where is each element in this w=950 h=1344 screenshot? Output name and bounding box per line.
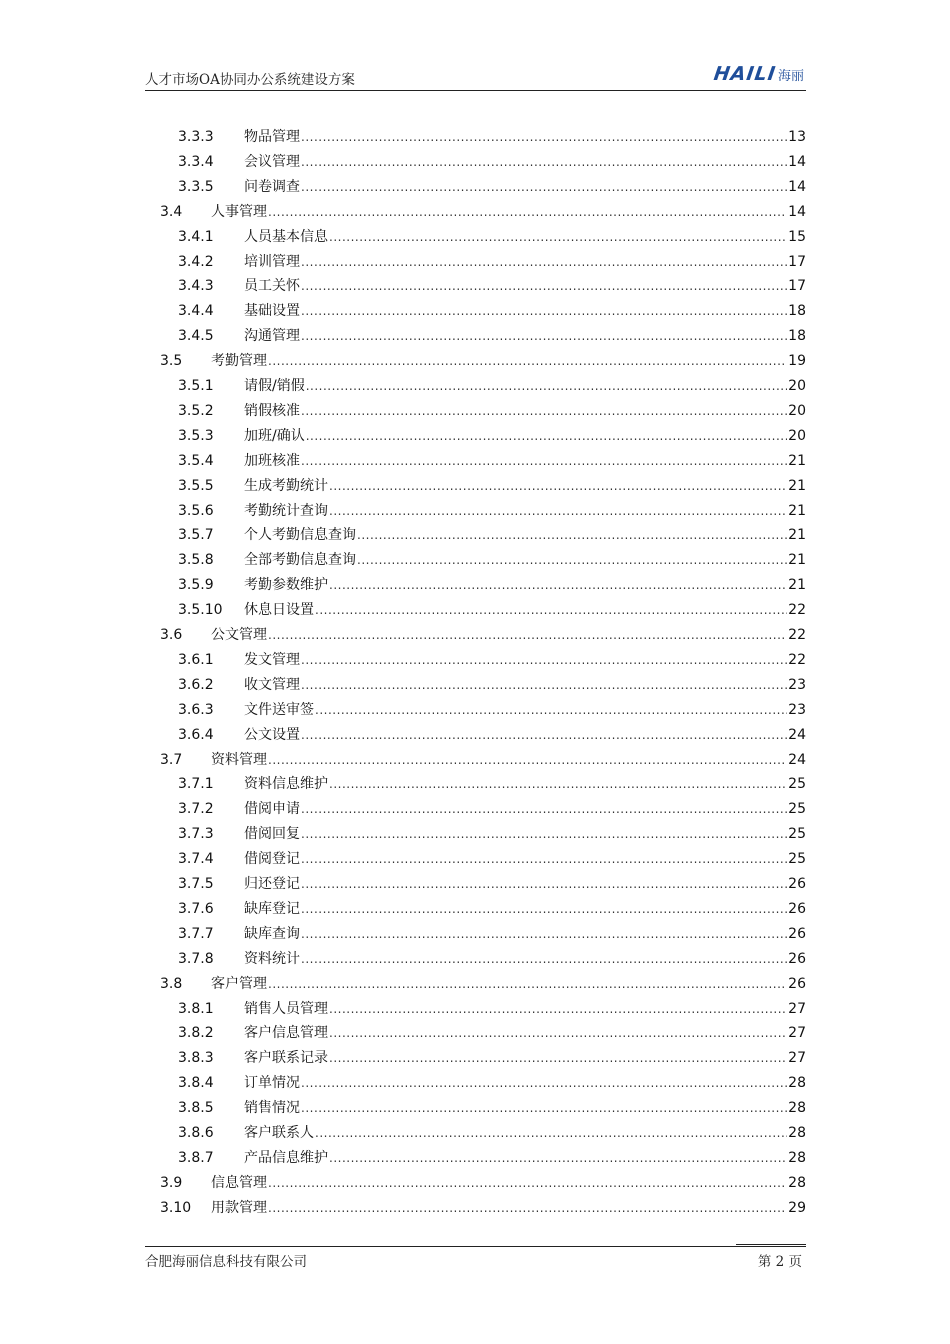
toc-entry-title: 生成考勤统计 (244, 477, 328, 494)
toc-entry[interactable] (178, 1047, 806, 1069)
toc-entry-number: 3.5 (160, 353, 183, 370)
toc-entry-title: 销假核准 (244, 402, 300, 419)
toc-dot-leader (301, 724, 787, 746)
toc-entry-page: 26 (788, 950, 806, 967)
toc-entry-title: 客户管理 (211, 975, 267, 992)
toc-dot-leader (301, 948, 787, 970)
toc-entry-page: 18 (788, 303, 806, 320)
toc-entry[interactable] (178, 475, 806, 497)
toc-entry-number: 3.7 (160, 751, 183, 768)
toc-entry-title: 考勤参数维护 (244, 577, 328, 594)
toc-entry-page: 14 (788, 153, 806, 170)
toc-entry-page: 21 (788, 477, 806, 494)
logo-wordmark: HAILI (712, 63, 778, 85)
toc-entry-number: 3.4.2 (178, 253, 214, 270)
toc-entry-number: 3.6.2 (178, 676, 214, 693)
toc-entry-page: 22 (788, 627, 806, 643)
toc-entry[interactable] (178, 375, 806, 397)
toc-dot-leader (268, 624, 787, 646)
toc-dot-leader (301, 126, 787, 148)
toc-entry[interactable] (178, 226, 806, 248)
toc-entry[interactable] (178, 599, 806, 621)
toc-entry[interactable] (178, 699, 806, 721)
toc-dot-leader (329, 475, 787, 497)
toc-entry[interactable] (160, 973, 806, 995)
toc-dot-leader (357, 524, 787, 546)
toc-entry[interactable] (178, 998, 806, 1020)
toc-entry-title: 借阅登记 (244, 851, 300, 868)
toc-entry-title: 问卷调查 (244, 178, 300, 195)
toc-dot-leader (306, 375, 787, 397)
toc-entry-page: 24 (788, 726, 806, 743)
toc-dot-leader (301, 251, 787, 273)
toc-entry-page: 27 (788, 1025, 806, 1042)
footer-company: 合肥海丽信息科技有限公司 (145, 1254, 307, 1270)
toc-dot-leader (329, 574, 787, 596)
toc-entry-number: 3.4.3 (178, 278, 214, 295)
toc-entry-title: 客户联系记录 (244, 1050, 328, 1067)
toc-entry-number: 3.3.5 (178, 178, 214, 195)
toc-entry-page: 24 (788, 751, 806, 768)
toc-entry-page: 14 (788, 178, 806, 195)
toc-entry-page: 20 (788, 402, 806, 419)
toc-entry[interactable] (178, 549, 806, 571)
page-footer (145, 1246, 806, 1271)
toc-entry-title: 借阅申请 (244, 801, 300, 818)
toc-entry-number: 3.5.8 (178, 552, 214, 569)
toc-entry-title: 资料管理 (211, 751, 267, 768)
toc-entry-title: 培训管理 (244, 253, 300, 270)
toc-entry-number: 3.5.3 (178, 427, 214, 444)
toc-entry-page: 26 (788, 900, 806, 917)
toc-entry[interactable] (178, 1022, 806, 1044)
toc-entry-page: 28 (788, 1125, 806, 1141)
toc-dot-leader (268, 1197, 787, 1219)
toc-dot-leader (301, 300, 787, 322)
toc-entry-number: 3.8.4 (178, 1075, 214, 1092)
toc-entry-page: 21 (788, 502, 806, 519)
toc-entry[interactable] (178, 1072, 806, 1094)
toc-entry-title: 销售人员管理 (244, 1000, 328, 1017)
toc-dot-leader (301, 275, 787, 297)
toc-dot-leader (301, 674, 787, 696)
toc-entry-number: 3.5.6 (178, 502, 214, 519)
toc-entry-page: 21 (788, 527, 806, 544)
page-header (145, 62, 806, 91)
toc-entry[interactable] (160, 749, 806, 771)
toc-entry[interactable] (178, 425, 806, 447)
toc-dot-leader (268, 973, 787, 995)
toc-entry-title: 会议管理 (244, 153, 300, 170)
toc-dot-leader (301, 823, 787, 845)
toc-entry-number: 3.8.1 (178, 1000, 214, 1017)
toc-entry-number: 3.7.1 (178, 776, 214, 793)
toc-entry-title: 发文管理 (244, 651, 300, 668)
toc-entry-title: 个人考勤信息查询 (244, 527, 356, 544)
toc-entry[interactable] (160, 1172, 806, 1194)
toc-entry[interactable] (178, 1097, 806, 1119)
toc-entry[interactable] (160, 350, 806, 372)
toc-dot-leader (301, 1072, 787, 1094)
toc-entry-number: 3.5.9 (178, 577, 214, 594)
toc-entry[interactable] (178, 126, 806, 148)
toc-entry-page: 21 (788, 577, 806, 594)
toc-entry-title: 全部考勤信息查询 (244, 552, 356, 569)
toc-entry-number: 3.9 (160, 1174, 183, 1191)
toc-entry-number: 3.7.7 (178, 925, 214, 942)
toc-entry-number: 3.5.5 (178, 477, 214, 494)
toc-entry-title: 考勤管理 (211, 353, 267, 370)
toc-entry-number: 3.7.5 (178, 876, 214, 892)
toc-entry-page: 14 (788, 203, 806, 220)
toc-entry[interactable] (178, 649, 806, 671)
toc-entry-number: 3.8.5 (178, 1100, 214, 1117)
toc-dot-leader (329, 1047, 787, 1069)
toc-entry-page: 13 (788, 129, 806, 145)
toc-dot-leader (301, 325, 787, 347)
toc-entry[interactable] (178, 923, 806, 945)
toc-dot-leader (301, 873, 787, 895)
toc-entry-title: 客户信息管理 (244, 1025, 328, 1042)
toc-entry-title: 用款管理 (211, 1199, 267, 1216)
toc-entry-title: 资料信息维护 (244, 776, 328, 793)
toc-dot-leader (329, 1022, 787, 1044)
toc-entry-title: 销售情况 (244, 1100, 300, 1117)
toc-entry-page: 25 (788, 776, 806, 793)
toc-dot-leader (357, 549, 787, 571)
toc-entry-title: 考勤统计查询 (244, 502, 328, 519)
toc-entry-page: 25 (788, 826, 806, 843)
toc-entry-title: 缺库查询 (244, 925, 300, 942)
toc-entry-number: 3.3.3 (178, 129, 214, 145)
toc-dot-leader (306, 425, 787, 447)
toc-entry[interactable] (178, 1122, 806, 1144)
toc-entry-page: 17 (788, 278, 806, 295)
toc-entry[interactable] (178, 798, 806, 820)
toc-entry-title: 资料统计 (244, 950, 300, 967)
toc-entry-number: 3.6.3 (178, 701, 214, 718)
toc-entry-title: 物品管理 (244, 129, 300, 145)
toc-entry[interactable] (178, 773, 806, 795)
toc-entry-title: 收文管理 (244, 676, 300, 693)
toc-entry-title: 公文设置 (244, 726, 300, 743)
document-title: 人才市场OA协同办公系统建设方案 (145, 72, 355, 88)
toc-entry-page: 28 (788, 1075, 806, 1092)
toc-entry-title: 请假/销假 (244, 378, 305, 394)
toc-entry[interactable] (178, 300, 806, 322)
toc-entry[interactable] (178, 674, 806, 696)
toc-entry[interactable] (160, 201, 806, 223)
toc-entry-page: 22 (788, 651, 806, 668)
toc-entry[interactable] (178, 873, 806, 895)
toc-entry-title: 基础设置 (244, 303, 300, 320)
toc-entry-page: 28 (788, 1174, 806, 1191)
toc-entry-title: 加班核准 (244, 452, 300, 469)
toc-entry-number: 3.8.3 (178, 1050, 214, 1067)
toc-dot-leader (315, 1122, 787, 1144)
toc-entry[interactable] (178, 574, 806, 596)
toc-entry-title: 人员基本信息 (244, 228, 328, 245)
toc-entry-title: 休息日设置 (244, 602, 314, 619)
toc-entry-page: 25 (788, 851, 806, 868)
toc-entry-page: 22 (788, 602, 806, 619)
toc-entry[interactable] (178, 151, 806, 173)
toc-entry[interactable] (178, 325, 806, 347)
toc-dot-leader (301, 798, 787, 820)
toc-entry[interactable] (178, 823, 806, 845)
toc-entry-number: 3.7.3 (178, 826, 214, 843)
toc-entry[interactable] (178, 275, 806, 297)
toc-entry-number: 3.5.1 (178, 378, 214, 394)
toc-dot-leader (329, 998, 787, 1020)
toc-dot-leader (268, 1172, 787, 1194)
toc-entry[interactable] (178, 524, 806, 546)
toc-entry-page: 28 (788, 1149, 806, 1166)
toc-dot-leader (268, 350, 787, 372)
toc-entry-title: 借阅回复 (244, 826, 300, 843)
toc-entry-page: 27 (788, 1000, 806, 1017)
toc-entry-number: 3.3.4 (178, 153, 214, 170)
toc-entry-page: 17 (788, 253, 806, 270)
toc-entry-number: 3.4.4 (178, 303, 214, 320)
toc-entry-page: 27 (788, 1050, 806, 1067)
toc-entry-page: 15 (788, 228, 806, 245)
toc-entry[interactable] (160, 1197, 806, 1219)
toc-dot-leader (301, 176, 787, 198)
toc-entry-page: 29 (788, 1199, 806, 1216)
toc-entry-number: 3.8.6 (178, 1125, 214, 1141)
toc-dot-leader (301, 848, 787, 870)
toc-entry-title: 人事管理 (211, 203, 267, 220)
toc-entry-number: 3.8.2 (178, 1025, 214, 1042)
toc-dot-leader (329, 773, 787, 795)
toc-entry-number: 3.7.8 (178, 950, 214, 967)
toc-entry-title: 客户联系人 (244, 1125, 314, 1141)
toc-entry-number: 3.6.1 (178, 651, 214, 668)
toc-entry-number: 3.4.1 (178, 228, 214, 245)
toc-entry-page: 20 (788, 427, 806, 444)
toc-entry-page: 28 (788, 1100, 806, 1117)
toc-entry-title: 归还登记 (244, 876, 300, 892)
toc-entry-page: 26 (788, 876, 806, 892)
toc-entry-number: 3.6.4 (178, 726, 214, 743)
toc-entry-number: 3.7.2 (178, 801, 214, 818)
toc-entry-page: 21 (788, 452, 806, 469)
toc-dot-leader (268, 201, 787, 223)
toc-dot-leader (301, 898, 787, 920)
toc-entry-number: 3.5.7 (178, 527, 214, 544)
toc-entry-title: 订单情况 (244, 1075, 300, 1092)
toc-dot-leader (301, 649, 787, 671)
toc-entry-number: 3.8.7 (178, 1149, 214, 1166)
toc-entry-number: 3.5.10 (178, 602, 223, 619)
toc-dot-leader (301, 151, 787, 173)
toc-dot-leader (315, 599, 787, 621)
toc-dot-leader (301, 923, 787, 945)
toc-entry-page: 23 (788, 676, 806, 693)
toc-entry[interactable] (178, 500, 806, 522)
toc-entry-page: 25 (788, 801, 806, 818)
toc-entry[interactable] (178, 176, 806, 198)
toc-dot-leader (301, 400, 787, 422)
toc-entry-title: 信息管理 (211, 1174, 267, 1191)
footer-rule (736, 1244, 806, 1245)
toc-entry[interactable] (160, 624, 806, 646)
toc-entry[interactable] (178, 251, 806, 273)
toc-dot-leader (329, 500, 787, 522)
toc-entry-number: 3.8 (160, 975, 183, 992)
toc-entry-page: 21 (788, 552, 806, 569)
toc-entry-number: 3.10 (160, 1199, 192, 1216)
toc-entry[interactable] (178, 450, 806, 472)
toc-entry-page: 26 (788, 975, 806, 992)
toc-entry-title: 文件送审签 (244, 701, 314, 718)
toc-entry-page: 23 (788, 701, 806, 718)
toc-dot-leader (301, 450, 787, 472)
toc-entry-title: 产品信息维护 (244, 1149, 328, 1166)
toc-entry-number: 3.5.2 (178, 402, 214, 419)
toc-entry-page: 26 (788, 925, 806, 942)
toc-entry[interactable] (178, 724, 806, 746)
toc-entry-title: 缺库登记 (244, 900, 300, 917)
toc-entry-page: 19 (788, 353, 806, 370)
toc-entry-number: 3.4 (160, 203, 183, 220)
toc-entry-number: 3.4.5 (178, 328, 214, 345)
toc-entry[interactable] (178, 400, 806, 422)
toc-dot-leader (301, 1097, 787, 1119)
toc-entry-page: 20 (788, 378, 806, 394)
company-logo (714, 62, 804, 86)
toc-entry-title: 沟通管理 (244, 328, 300, 345)
toc-entry[interactable] (178, 1147, 806, 1169)
toc-entry-number: 3.5.4 (178, 452, 214, 469)
logo-chinese-name: 海丽 (777, 68, 804, 84)
toc-dot-leader (315, 699, 787, 721)
toc-entry-title: 公文管理 (211, 627, 267, 643)
toc-entry-number: 3.6 (160, 627, 183, 643)
toc-entry[interactable] (178, 848, 806, 870)
toc-entry[interactable] (178, 898, 806, 920)
toc-entry-number: 3.7.4 (178, 851, 214, 868)
toc-entry-title: 加班/确认 (244, 427, 305, 444)
toc-entry-number: 3.7.6 (178, 900, 214, 917)
toc-dot-leader (268, 749, 787, 771)
toc-dot-leader (329, 226, 787, 248)
toc-entry-page: 18 (788, 328, 806, 345)
footer-page-number: 第 2 页 (757, 1254, 802, 1270)
toc-entry[interactable] (178, 948, 806, 970)
toc-dot-leader (329, 1147, 787, 1169)
toc-entry-title: 员工关怀 (244, 278, 300, 295)
